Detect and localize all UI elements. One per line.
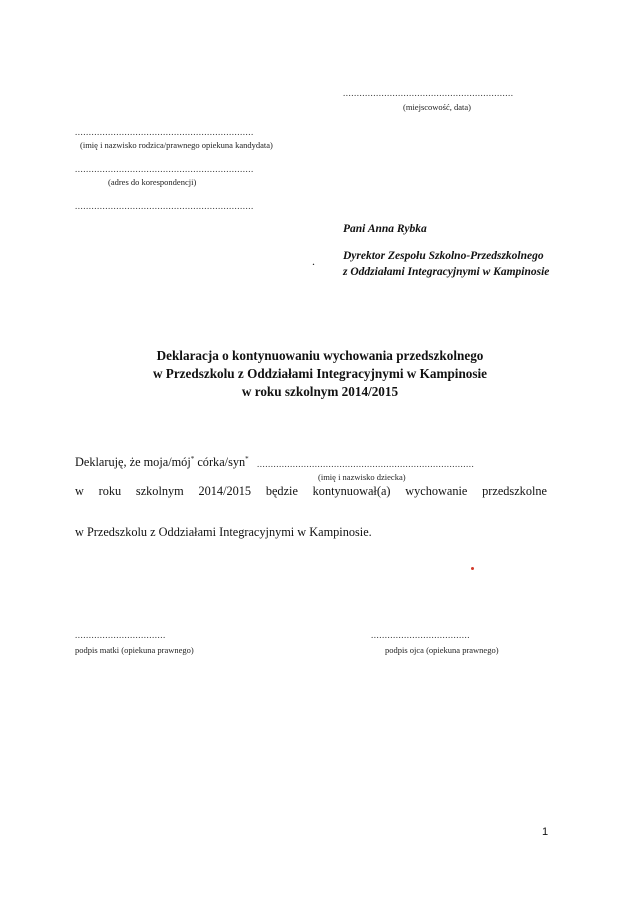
address-line-2: ................................................................. (75, 201, 254, 211)
parent-name-caption: (imię i nazwisko rodzica/prawnego opiekuna kandydata) (80, 140, 273, 150)
recipient-title-line1: Dyrektor Zespołu Szkolno-Przedszkolnego (343, 250, 544, 262)
recipient-title-line2: z Oddziałami Integracyjnymi w Kampinosie (343, 266, 550, 278)
document-title-line2: w Przedszkolu z Oddziałami Integracyjnymi w Kampinosie (152, 366, 488, 381)
footnote-star-2: * (245, 454, 249, 463)
stray-mark: . (312, 254, 315, 268)
page-number: 1 (542, 826, 549, 838)
child-name-caption: (imię i nazwisko dziecka) (318, 472, 406, 482)
word: szkolnym (135, 484, 184, 498)
place-date-line: .............................................................. (343, 88, 514, 98)
father-signature-line: .................................... (371, 630, 470, 640)
father-signature-caption: podpis ojca (opiekuna prawnego) (385, 645, 499, 655)
declaration-line2 (75, 484, 547, 499)
word: roku (98, 484, 122, 498)
word: będzie (265, 484, 298, 498)
child-name-line: ............................................................................... (257, 459, 475, 469)
declaration-middle: córka/syn (197, 455, 246, 469)
word: w (75, 484, 84, 498)
footnote-star-1: * (190, 454, 195, 463)
declaration-line1 (75, 455, 249, 470)
mother-signature-line: ................................. (75, 630, 166, 640)
declaration-prefix: Deklaruję, że moja/mój (75, 455, 191, 469)
mother-signature-caption: podpis matki (opiekuna prawnego) (75, 645, 194, 655)
place-date-caption: (miejscowość, data) (403, 102, 471, 112)
word: wychowanie (405, 484, 468, 498)
word: kontynuował(a) (312, 484, 391, 498)
word: przedszkolne (482, 484, 547, 498)
declaration-line3: w Przedszkolu z Oddziałami Integracyjnymi w Kampinosie. (75, 525, 372, 539)
red-dot-mark (471, 567, 474, 570)
address-caption: (adres do korespondencji) (108, 177, 197, 187)
recipient-name: Pani Anna Rybka (343, 223, 427, 235)
document-title-line1: Deklaracja o kontynuowaniu wychowania przedszkolnego (156, 348, 484, 363)
document-title-line3: w roku szkolnym 2014/2015 (241, 384, 399, 399)
parent-name-line: ................................................................. (75, 127, 254, 137)
address-line: ................................................................. (75, 164, 254, 174)
word: 2014/2015 (198, 484, 252, 498)
